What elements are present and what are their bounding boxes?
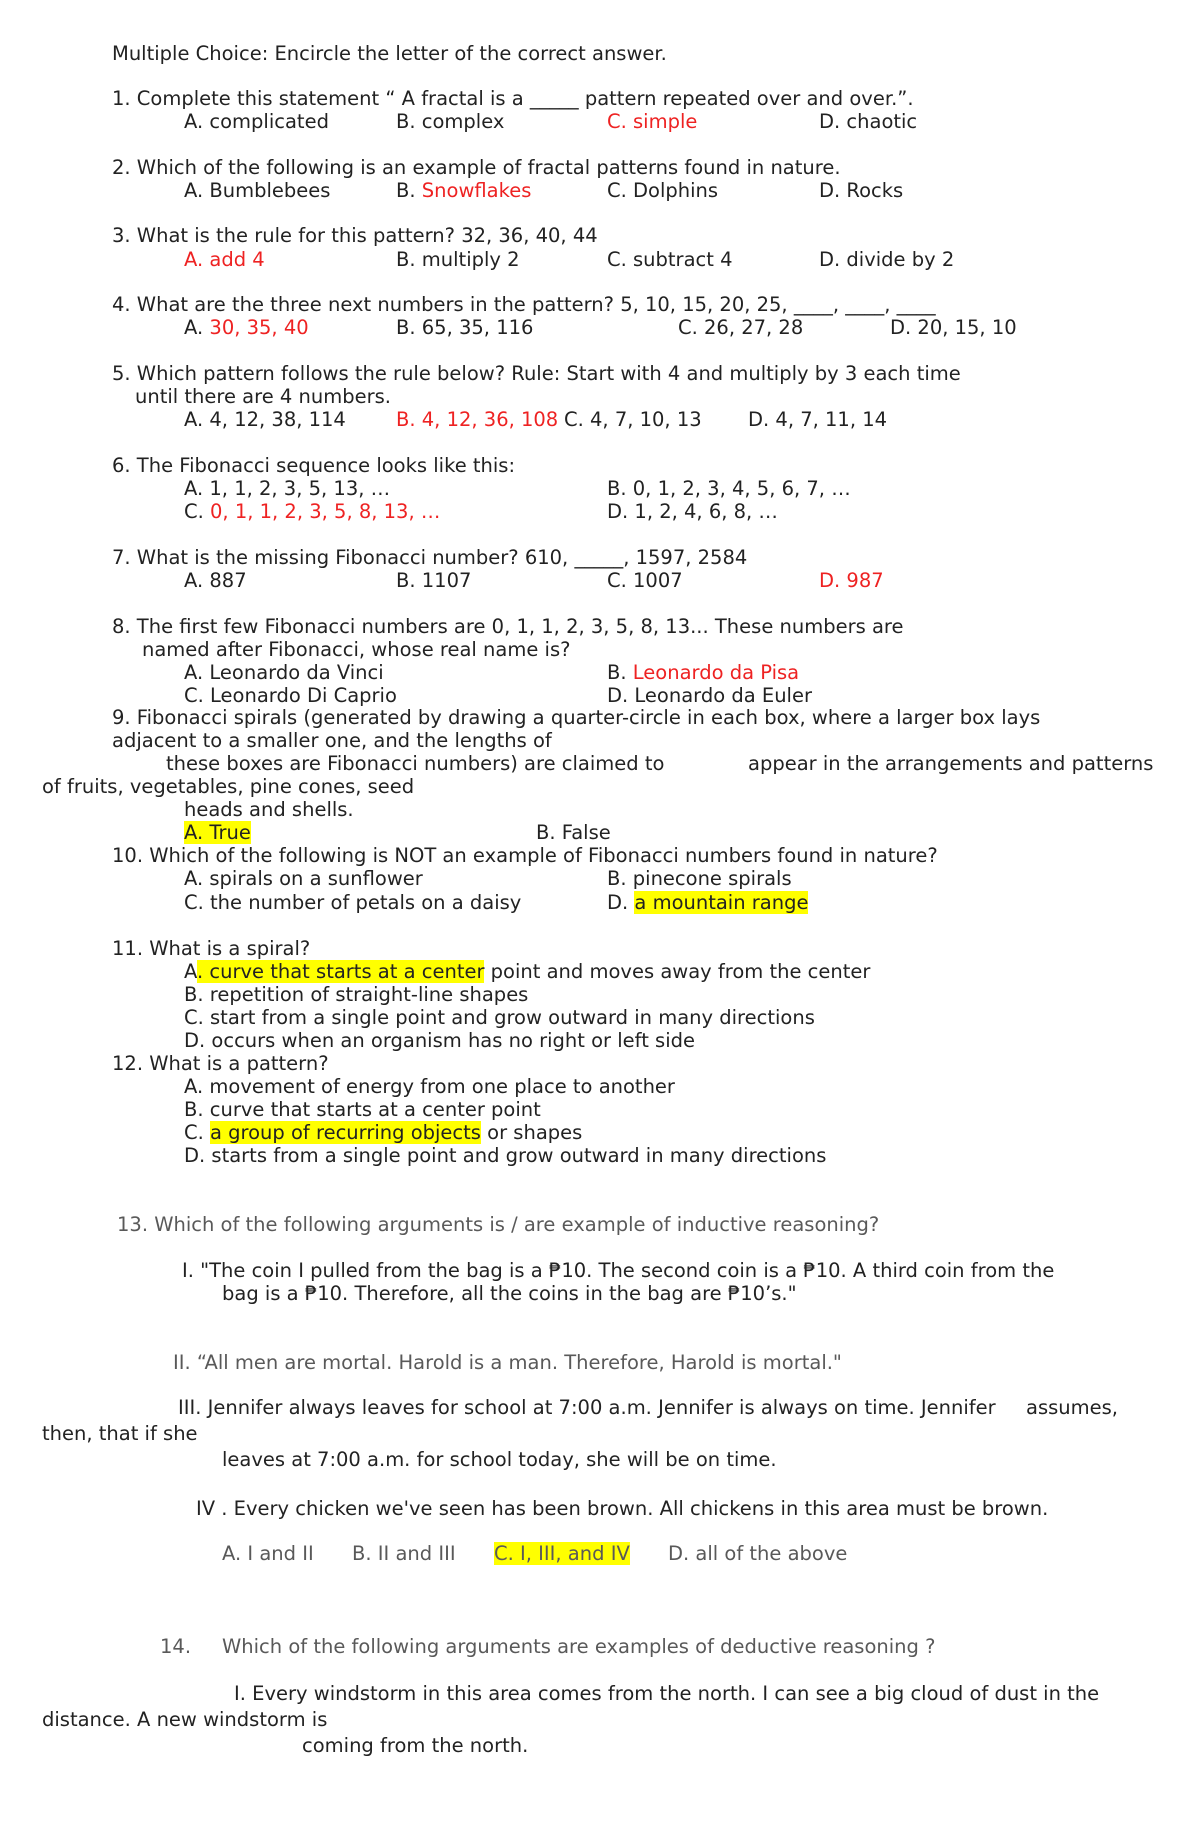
q9-choice-b: B. False bbox=[536, 821, 611, 844]
q9-stem-line3b: appear in the arrangements and patterns bbox=[748, 752, 1154, 775]
q1-stem: 1. Complete this statement “ A fractal is a _____ pattern repeated over and over.”. bbox=[112, 87, 914, 110]
q14-item-i-line2: distance. A new windstorm is bbox=[42, 1708, 328, 1731]
q4-stem: 4. What are the three next numbers in the pattern? 5, 10, 15, 20, 25, ____, ____, ____ bbox=[112, 293, 936, 316]
q2-choice-c: C. Dolphins bbox=[607, 179, 719, 202]
q1-choice-c: C. simple bbox=[607, 110, 698, 133]
q7-choice-d: D. 987 bbox=[819, 569, 884, 592]
q13-item-iii-line3: leaves at 7:00 a.m. for school today, she will be on time. bbox=[222, 1448, 777, 1471]
q13-choice-b: B. II and III bbox=[352, 1542, 456, 1565]
q14-item-i-line3: coming from the north. bbox=[302, 1734, 529, 1757]
q3-choice-d: D. divide by 2 bbox=[819, 248, 955, 271]
q9-stem-line3a: these boxes are Fibonacci numbers) are claimed to bbox=[166, 752, 665, 775]
q12-choice-b: B. curve that starts at a center point bbox=[184, 1098, 541, 1121]
q8-choice-c: C. Leonardo Di Caprio bbox=[184, 684, 397, 707]
q7-choice-b: B. 1107 bbox=[396, 569, 472, 592]
q11-choice-a: A. curve that starts at a center point and moves away from the center bbox=[184, 960, 871, 983]
q13-item-iii-line2: then, that if she bbox=[42, 1422, 198, 1445]
q8-stem: 8. The first few Fibonacci numbers are 0, 1, 1, 2, 3, 5, 8, 13... These numbers are bbox=[112, 615, 904, 638]
q8-choice-b: B. Leonardo da Pisa bbox=[607, 661, 800, 684]
q6-stem: 6. The Fibonacci sequence looks like this: bbox=[112, 454, 516, 477]
q6-choice-c: C. 0, 1, 1, 2, 3, 5, 8, 13, … bbox=[184, 500, 441, 523]
q6-choice-b: B. 0, 1, 2, 3, 4, 5, 6, 7, … bbox=[607, 477, 851, 500]
q4-choice-c: C. 26, 27, 28 bbox=[678, 316, 804, 339]
q10-choice-c: C. the number of petals on a daisy bbox=[184, 891, 522, 914]
q9-stem: 9. Fibonacci spirals (generated by drawing a quarter-circle in each box, where a larger box lays bbox=[112, 706, 1041, 729]
q7-choice-c: C. 1007 bbox=[607, 569, 683, 592]
q3-stem: 3. What is the rule for this pattern? 32, 36, 40, 44 bbox=[112, 224, 598, 247]
q14-stem: Which of the following arguments are examples of deductive reasoning ? bbox=[222, 1635, 936, 1658]
q13-choice-c: C. I, III, and IV bbox=[494, 1542, 630, 1565]
q11-choice-b: B. repetition of straight-line shapes bbox=[184, 983, 529, 1006]
q13-item-i: I. "The coin I pulled from the bag is a ₱10. The second coin is a ₱10. A third coin from the bbox=[182, 1259, 1055, 1282]
q13-stem: 13. Which of the following arguments is / are example of inductive reasoning? bbox=[117, 1213, 880, 1236]
q12-stem: 12. What is a pattern? bbox=[112, 1052, 329, 1075]
q4-choice-a: A. 30, 35, 40 bbox=[184, 316, 309, 339]
q10-choice-d: D. a mountain range bbox=[607, 891, 809, 914]
q8-stem-continued: named after Fibonacci, whose real name is? bbox=[142, 638, 571, 661]
q13-item-iii: III. Jennifer always leaves for school at 7:00 a.m. Jennifer is always on time. Jennifer bbox=[178, 1396, 996, 1419]
q13-item-iii-tail: assumes, bbox=[1026, 1396, 1118, 1419]
q3-choice-c: C. subtract 4 bbox=[607, 248, 733, 271]
q14-number: 14. bbox=[160, 1635, 192, 1658]
q5-choice-b: B. 4, 12, 36, 108 bbox=[396, 408, 559, 431]
q9-stem-line5: heads and shells. bbox=[184, 798, 354, 821]
q12-choice-c: C. a group of recurring objects or shapes bbox=[184, 1121, 583, 1144]
q1-choice-b: B. complex bbox=[396, 110, 505, 133]
q13-item-iv: IV . Every chicken we've seen has been brown. All chickens in this area must be brown. bbox=[196, 1497, 1049, 1520]
q7-choice-a: A. 887 bbox=[184, 569, 247, 592]
q11-choice-c: C. start from a single point and grow outward in many directions bbox=[184, 1006, 815, 1029]
q1-choice-d: D. chaotic bbox=[819, 110, 918, 133]
q9-choice-a: A. True bbox=[184, 821, 251, 844]
q5-stem-continued: until there are 4 numbers. bbox=[135, 385, 391, 408]
q2-choice-a: A. Bumblebees bbox=[184, 179, 331, 202]
q8-choice-a: A. Leonardo da Vinci bbox=[184, 661, 384, 684]
q5-choice-c: C. 4, 7, 10, 13 bbox=[564, 408, 702, 431]
q9-stem-line2: adjacent to a smaller one, and the lengths of bbox=[112, 729, 552, 752]
q2-stem: 2. Which of the following is an example of fractal patterns found in nature. bbox=[112, 156, 841, 179]
q14-item-i: I. Every windstorm in this area comes from the north. I can see a big cloud of dust in the bbox=[234, 1682, 1100, 1705]
q13-choice-a: A. I and II bbox=[222, 1542, 314, 1565]
q11-choice-d: D. occurs when an organism has no right or left side bbox=[184, 1029, 695, 1052]
q9-stem-line4: of fruits, vegetables, pine cones, seed bbox=[42, 775, 415, 798]
q12-choice-d: D. starts from a single point and grow outward in many directions bbox=[184, 1144, 827, 1167]
q2-choice-d: D. Rocks bbox=[819, 179, 904, 202]
q6-choice-a: A. 1, 1, 2, 3, 5, 13, … bbox=[184, 477, 391, 500]
q8-choice-d: D. Leonardo da Euler bbox=[607, 684, 812, 707]
q10-stem: 10. Which of the following is NOT an example of Fibonacci numbers found in nature? bbox=[112, 844, 938, 867]
q2-choice-b: B. Snowflakes bbox=[396, 179, 532, 202]
q13-item-ii: II. “All men are mortal. Harold is a man. Therefore, Harold is mortal." bbox=[173, 1351, 842, 1374]
q5-choice-a: A. 4, 12, 38, 114 bbox=[184, 408, 346, 431]
q6-choice-d: D. 1, 2, 4, 6, 8, … bbox=[607, 500, 778, 523]
q1-choice-a: A. complicated bbox=[184, 110, 329, 133]
q12-choice-a: A. movement of energy from one place to another bbox=[184, 1075, 675, 1098]
q10-choice-b: B. pinecone spirals bbox=[607, 867, 792, 890]
q3-choice-a: A. add 4 bbox=[184, 248, 265, 271]
q4-choice-b: B. 65, 35, 116 bbox=[396, 316, 534, 339]
q13-item-i-continued: bag is a ₱10. Therefore, all the coins in the bag are ₱10’s." bbox=[222, 1282, 797, 1305]
q5-stem: 5. Which pattern follows the rule below? Rule: Start with 4 and multiply by 3 each time bbox=[112, 362, 961, 385]
q5-choice-d: D. 4, 7, 11, 14 bbox=[748, 408, 888, 431]
instructions: Multiple Choice: Encircle the letter of the correct answer. bbox=[112, 42, 667, 65]
q7-stem: 7. What is the missing Fibonacci number? 610, _____, 1597, 2584 bbox=[112, 546, 748, 569]
q10-choice-a: A. spirals on a sunflower bbox=[184, 867, 423, 890]
q11-stem: 11. What is a spiral? bbox=[112, 937, 311, 960]
q4-choice-d: D. 20, 15, 10 bbox=[890, 316, 1017, 339]
q3-choice-b: B. multiply 2 bbox=[396, 248, 520, 271]
q13-choice-d: D. all of the above bbox=[668, 1542, 848, 1565]
